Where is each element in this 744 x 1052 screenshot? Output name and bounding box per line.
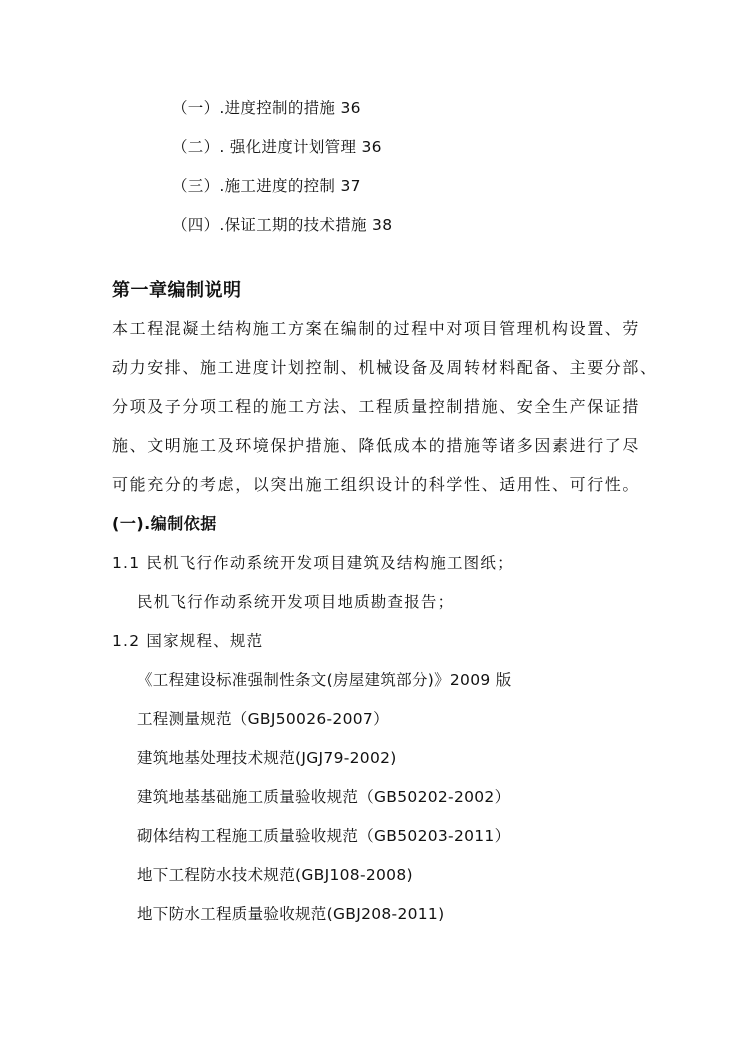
paragraph-line-4: 施、文明施工及环境保护措施、降低成本的措施等诸多因素进行了尽 [112, 436, 641, 455]
basis-item-1-2: 1.2 国家规程、规范 [112, 632, 264, 650]
toc-entry-1[interactable]: （一）.进度控制的措施 36 [172, 99, 361, 117]
standard-item-7: 地下防水工程质量验收规范(GBJ208-2011) [137, 905, 445, 923]
standard-item-1: 《工程建设标准强制性条文(房屋建筑部分)》2009 版 [137, 671, 512, 689]
toc-entry-3[interactable]: （三）.施工进度的控制 37 [172, 177, 361, 195]
paragraph-line-2: 动力安排、施工进度计划控制、机械设备及周转材料配备、主要分部、 [112, 358, 658, 377]
standard-item-6: 地下工程防水技术规范(GBJ108-2008) [137, 866, 413, 884]
toc-entry-4[interactable]: （四）.保证工期的技术措施 38 [172, 216, 393, 234]
paragraph-line-1: 本工程混凝土结构施工方案在编制的过程中对项目管理机构设置、劳 [112, 319, 641, 338]
section-title: (一).编制依据 [112, 514, 217, 533]
chapter-title: 第一章编制说明 [112, 280, 242, 301]
standard-item-2: 工程测量规范（GBJ50026-2007） [137, 710, 389, 728]
toc-entry-2[interactable]: （二）. 强化进度计划管理 36 [172, 138, 382, 156]
basis-item-1-1-sub: 民机飞行作动系统开发项目地质勘查报告； [137, 593, 455, 611]
standard-item-4: 建筑地基基础施工质量验收规范（GB50202-2002） [137, 788, 511, 806]
paragraph-line-3: 分项及子分项工程的施工方法、工程质量控制措施、安全生产保证措 [112, 397, 641, 416]
standard-item-5: 砌体结构工程施工质量验收规范（GB50203-2011） [137, 827, 511, 845]
paragraph-line-5: 可能充分的考虑，以突出施工组织设计的科学性、适用性、可行性。 [112, 475, 641, 494]
standard-item-3: 建筑地基处理技术规范(JGJ79-2002) [137, 749, 397, 767]
basis-item-1-1: 1.1 民机飞行作动系统开发项目建筑及结构施工图纸； [112, 554, 514, 572]
